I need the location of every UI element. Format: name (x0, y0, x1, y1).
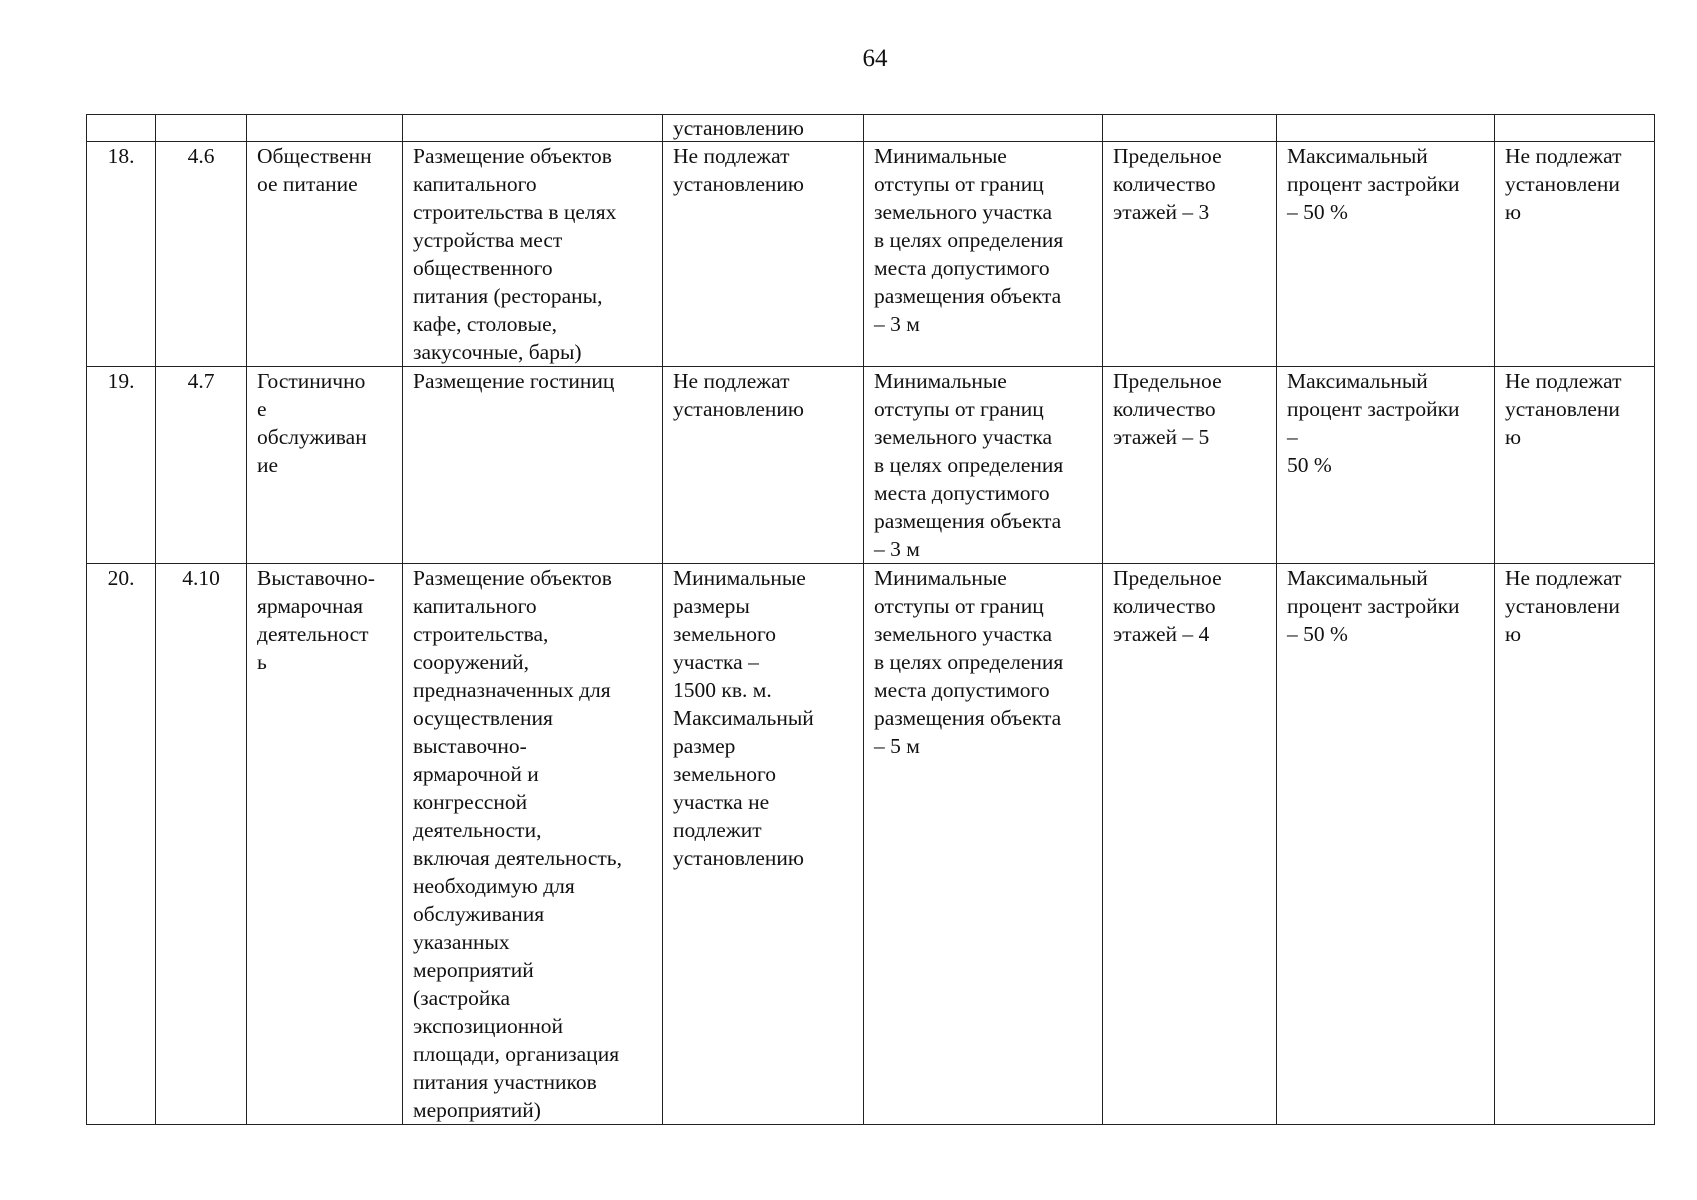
use-description-cell: Размещение объектов капитального строительства в целях устройства мест общественного питания (рестораны, кафе, столовые, закусочные, бары) (403, 142, 663, 367)
table-cell (1277, 115, 1495, 142)
plot-size-cell: Не подлежат установлению (663, 367, 864, 564)
table-cell (247, 115, 403, 142)
use-code-cell: 4.6 (156, 142, 247, 367)
use-code-cell: 4.10 (156, 564, 247, 1125)
use-name-cell: Общественн ое питание (247, 142, 403, 367)
other-params-cell: Не подлежат установлени ю (1495, 564, 1655, 1125)
floors-cell: Предельное количество этажей – 4 (1103, 564, 1277, 1125)
floors-cell: Предельное количество этажей – 3 (1103, 142, 1277, 367)
page-number: 64 (862, 45, 888, 72)
other-params-cell: Не подлежат установлени ю (1495, 367, 1655, 564)
row-number-cell: 20. (87, 564, 156, 1125)
row-number-cell: 19. (87, 367, 156, 564)
floors-cell: Предельное количество этажей – 5 (1103, 367, 1277, 564)
coverage-cell: Максимальный процент застройки – 50 % (1277, 367, 1495, 564)
coverage-cell: Максимальный процент застройки – 50 % (1277, 142, 1495, 367)
coverage-cell: Максимальный процент застройки – 50 % (1277, 564, 1495, 1125)
use-description-cell: Размещение объектов капитального строительства, сооружений, предназначенных для осуществления выставочно- ярмарочной и конгрессной деятельности, включая деятельность, необходимую для обслуживания указанных мероприятий (застройка экспозиционной площади, организация питания участников мероприятий) (403, 564, 663, 1125)
table-cell (156, 115, 247, 142)
row-number-cell: 18. (87, 142, 156, 367)
other-params-cell: Не подлежат установлени ю (1495, 142, 1655, 367)
table-cell: установлению (663, 115, 864, 142)
table-cell (1103, 115, 1277, 142)
plot-size-cell: Минимальные размеры земельного участка – 1500 кв. м. Максимальный размер земельного участка не подлежит установлению (663, 564, 864, 1125)
setbacks-cell: Минимальные отступы от границ земельного участка в целях определения места допустимого размещения объекта – 5 м (864, 564, 1103, 1125)
setbacks-cell: Минимальные отступы от границ земельного участка в целях определения места допустимого размещения объекта – 3 м (864, 142, 1103, 367)
setbacks-cell: Минимальные отступы от границ земельного участка в целях определения места допустимого размещения объекта – 3 м (864, 367, 1103, 564)
use-code-cell: 4.7 (156, 367, 247, 564)
use-name-cell: Гостинично е обслуживан ие (247, 367, 403, 564)
use-description-cell: Размещение гостиниц (403, 367, 663, 564)
use-name-cell: Выставочно- ярмарочная деятельност ь (247, 564, 403, 1125)
table-cell (864, 115, 1103, 142)
table-row (87, 142, 1655, 367)
table-row (87, 564, 1655, 1125)
table-cell (403, 115, 663, 142)
table-row-continuation (87, 115, 1655, 142)
table-cell (87, 115, 156, 142)
land-use-regulations-table (86, 114, 1655, 1125)
table-row (87, 367, 1655, 564)
plot-size-cell: Не подлежат установлению (663, 142, 864, 367)
table-cell (1495, 115, 1655, 142)
